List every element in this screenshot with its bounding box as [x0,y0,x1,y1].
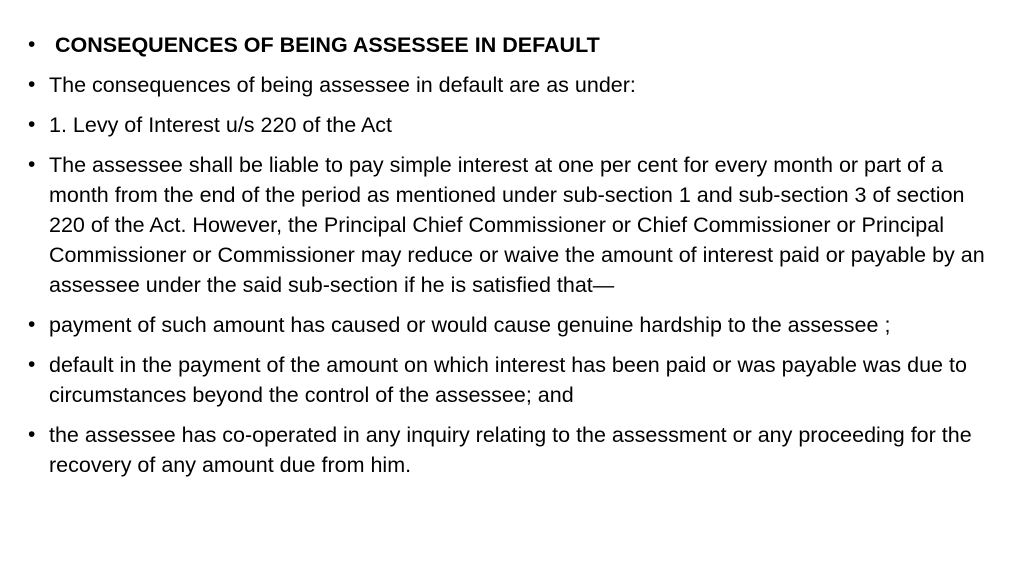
bullet-item [28,70,988,100]
bullet-dot-icon: • [28,33,36,56]
bullet-dot-icon: • [28,353,36,376]
bullet-text: The consequences of being assessee in default are as under: [49,73,636,97]
bullet-dot-icon: • [28,73,36,96]
bullet-item [28,310,988,340]
bullet-text: default in the payment of the amount on which interest has been paid or was payable was due to circumstances beyond the control of the assessee; and [49,353,967,407]
bullet-text: payment of such amount has caused or would cause genuine hardship to the assessee ; [49,313,891,337]
bullet-item [28,420,988,480]
bullet-item [28,110,988,140]
bullet-text: 1. Levy of Interest u/s 220 of the Act [49,113,393,137]
bullet-text: the assessee has co-operated in any inquiry relating to the assessment or any proceeding for the recovery of any amount due from him. [49,423,972,477]
bullet-dot-icon: • [28,313,36,336]
bullet-list [28,30,988,490]
bullet-dot-icon: • [28,423,36,446]
bullet-item [28,350,988,410]
bullet-dot-icon: • [28,113,36,136]
bullet-dot-icon: • [28,153,36,176]
bullet-text: The assessee shall be liable to pay simple interest at one per cent for every month or part of a month from the end of the period as mentioned under sub-section 1 and sub-section 3 of section 220 of the Act. However, the Principal Chief Commissioner or Chief Commissioner or Principal Commissioner or Commissioner may reduce or waive the amount of interest paid or payable by an assessee under the said sub-section if he is satisfied that— [49,153,985,297]
heading-text: CONSEQUENCES OF BEING ASSESSEE IN DEFAULT [55,33,600,57]
bullet-item [28,150,988,300]
bullet-heading [28,30,988,60]
